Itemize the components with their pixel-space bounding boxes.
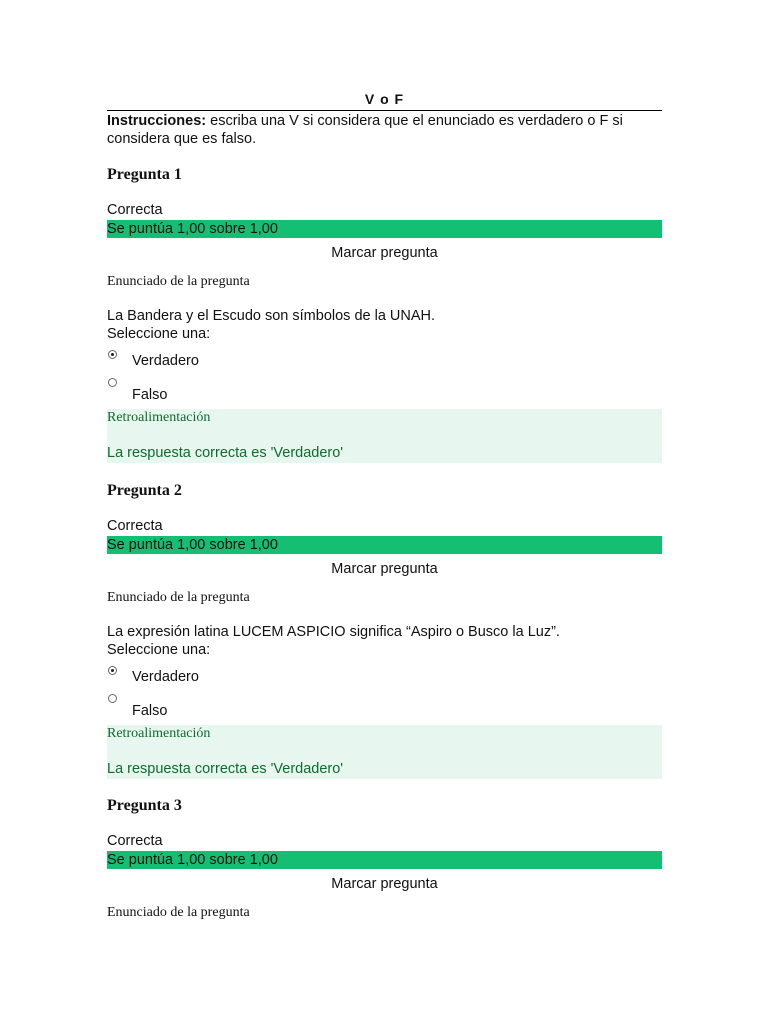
instructions-text: escriba una V si considera que el enunciado es verdadero o F si considera que es falso. [107,113,623,147]
question-title: Pregunta 3 [107,797,182,814]
question-title: Pregunta 1 [107,166,182,183]
feedback-text: La respuesta correcta es 'Verdadero' [107,445,344,461]
grade-bar: Se puntúa 1,00 sobre 1,00 [107,220,662,238]
feedback-title: Retroalimentación [107,410,211,425]
flag-question-link[interactable]: Marcar pregunta [331,876,438,892]
question-prompt: Seleccione una: [107,326,211,342]
feedback-title: Retroalimentación [107,726,211,741]
option-label: Falso [132,387,168,403]
radio-selected-icon[interactable] [108,350,117,359]
flag-question-link[interactable]: Marcar pregunta [331,561,438,577]
radio-selected-icon[interactable] [108,666,117,675]
feedback-text: La respuesta correcta es 'Verdadero' [107,761,344,777]
instructions [107,112,662,148]
feedback-box [107,725,662,779]
question-prompt: Seleccione una: [107,642,211,658]
question-text-label: Enunciado de la pregunta [107,905,250,920]
option-falso[interactable] [107,694,307,719]
radio-unselected-icon[interactable] [108,694,117,703]
grade-bar: Se puntúa 1,00 sobre 1,00 [107,536,662,554]
question-state: Correcta [107,518,163,534]
question-text-label: Enunciado de la pregunta [107,274,250,289]
title-divider [107,110,662,111]
option-label: Verdadero [132,353,199,369]
question-text-label: Enunciado de la pregunta [107,590,250,605]
question-state: Correcta [107,833,163,849]
flag-question-link[interactable]: Marcar pregunta [331,245,438,261]
option-label: Falso [132,703,168,719]
feedback-box [107,409,662,463]
option-label: Verdadero [132,669,199,685]
option-verdadero[interactable] [107,666,307,688]
radio-unselected-icon[interactable] [108,378,117,387]
question-text: La expresión latina LUCEM ASPICIO significa “Aspiro o Busco la Luz”. [107,624,560,640]
page-title: V o F [364,91,405,107]
option-verdadero[interactable] [107,350,307,372]
question-text: La Bandera y el Escudo son símbolos de la UNAH. [107,308,436,324]
instructions-label: Instrucciones: [107,113,207,129]
grade-bar: Se puntúa 1,00 sobre 1,00 [107,851,662,869]
option-falso[interactable] [107,378,307,403]
question-state: Correcta [107,202,163,218]
question-title: Pregunta 2 [107,482,182,499]
